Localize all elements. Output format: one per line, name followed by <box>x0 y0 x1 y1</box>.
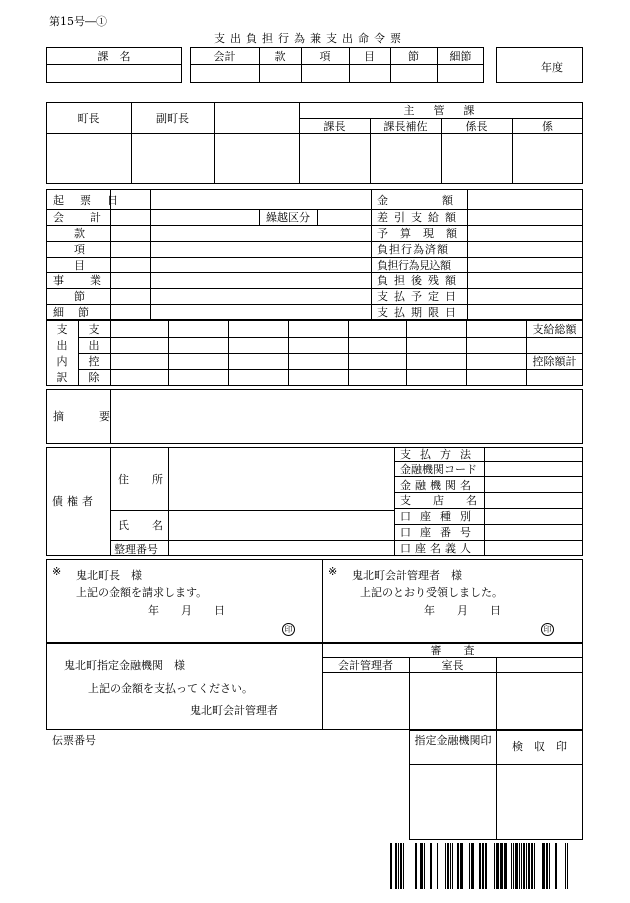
receipt-text: 上記のとおり受領しました。 <box>360 586 503 599</box>
audit-shitsucho: 室長 <box>441 659 464 672</box>
barcode-bar <box>494 843 495 889</box>
barcode-image <box>390 843 578 889</box>
barcode-bar <box>395 843 397 889</box>
barcode-bar <box>403 843 404 889</box>
barcode-bar <box>420 843 423 889</box>
barcode-bar <box>528 843 530 889</box>
barcode-bar <box>437 843 438 889</box>
bank-to: 鬼北町指定金融機関 様 <box>64 659 185 672</box>
receipt-mark: ※ <box>328 565 338 578</box>
barcode-bar <box>500 843 503 889</box>
bank-code-label: 金融機関コード <box>400 463 477 476</box>
barcode-bar <box>523 843 525 889</box>
chocho-label: 町長 <box>77 112 100 125</box>
breakdown-side-3: 内 <box>56 355 68 368</box>
barcode-bar <box>565 843 566 889</box>
kacho-label: 課長 <box>323 120 346 133</box>
shishutsu-label-1: 支 <box>88 323 100 336</box>
receipt-seal-mark: 印 <box>541 623 554 636</box>
kaikei-label: 会計 <box>213 50 236 63</box>
nendo-box <box>496 47 583 83</box>
barcode-bar <box>430 843 432 889</box>
saisetsu-label: 細節 <box>449 50 472 63</box>
bank-text: 上記の金額を支払ってください。 <box>88 682 253 695</box>
shikyu-total-label: 支給総額 <box>532 323 577 336</box>
detail-label-yosan: 予算現額 <box>377 227 469 240</box>
kamei-label: 課 名 <box>97 50 131 63</box>
tekiyo-label: 摘 要 <box>53 410 122 423</box>
bank-from: 鬼北町会計管理者 <box>190 704 278 717</box>
form-title: 支出負担行為兼支出命令票 <box>214 32 406 45</box>
barcode-bar <box>555 843 557 889</box>
kurikoshi-label: 繰越区分 <box>266 211 310 224</box>
creditor-address-label: 住 所 <box>118 473 169 486</box>
detail-label-moku: 目 <box>74 259 85 272</box>
barcode-bar <box>398 843 399 889</box>
barcode-bar <box>482 843 484 889</box>
kan-label: 款 <box>274 50 286 63</box>
detail-label-saisetsu: 細節 <box>53 306 103 319</box>
account-type-label: 口座種別 <box>400 510 480 523</box>
barcode-bar <box>460 843 463 889</box>
account-number-label: 口座番号 <box>400 526 480 539</box>
barcode-bar <box>511 843 512 889</box>
receipt-to: 鬼北町会計管理者 様 <box>352 569 462 582</box>
barcode-bar <box>471 843 474 889</box>
branch-label: 支店名 <box>400 494 499 507</box>
kojo-label-1: 控 <box>88 355 100 368</box>
detail-label-yoteibi: 支払予定日 <box>377 290 462 303</box>
barcode-bar <box>400 843 402 889</box>
detail-label-futanmikomi: 負担行為見込額 <box>377 259 451 272</box>
detail-label-futanzumi: 負担行為済額 <box>377 243 449 256</box>
receipt-date: 年 月 日 <box>424 604 501 617</box>
audit-kaikei-kanrisha: 会計管理者 <box>338 659 393 672</box>
breakdown-side-2: 出 <box>56 339 68 352</box>
barcode-bar <box>485 843 487 889</box>
voucher-number-label: 伝票番号 <box>52 734 96 747</box>
shishutsu-label-2: 出 <box>88 339 100 352</box>
barcode-bar <box>519 843 520 889</box>
detail-label-kaikei: 会計 <box>53 211 127 224</box>
claim-seal-mark: 印 <box>282 623 295 636</box>
creditor-name-label: 氏 名 <box>118 519 169 532</box>
detail-label-setsu: 節 <box>74 290 85 303</box>
breakdown-side-1: 支 <box>56 323 68 336</box>
barcode-bar <box>415 843 417 889</box>
barcode-bar <box>447 843 449 889</box>
barcode-bar <box>452 843 453 889</box>
kojo-label-2: 除 <box>88 371 100 384</box>
barcode-bar <box>549 843 550 889</box>
form-number: 第15号―① <box>49 15 107 28</box>
barcode-bar <box>457 843 459 889</box>
claim-to: 鬼北町長 様 <box>76 569 142 582</box>
claim-mark: ※ <box>52 565 62 578</box>
kakari-label: 係 <box>542 120 553 133</box>
payment-method-label: 支払方法 <box>400 448 480 461</box>
detail-label-kingaku: 金額 <box>377 194 507 207</box>
account-holder-label: 口座名義人 <box>400 542 475 555</box>
barcode-bar <box>546 843 548 889</box>
detail-label-kou: 項 <box>74 243 85 256</box>
kojo-total-label: 控除額計 <box>532 355 577 368</box>
inspection-seal-label: 検 収 印 <box>512 740 567 753</box>
kou-label: 項 <box>319 50 331 63</box>
creditor-label: 債権者 <box>52 495 97 508</box>
kakaricho-label: 係長 <box>465 120 488 133</box>
audit-title: 審 査 <box>430 644 475 657</box>
shukanka-label: 主 管 課 <box>403 104 479 117</box>
barcode-bar <box>531 843 533 889</box>
fukuchocho-label: 副町長 <box>156 112 189 125</box>
detail-label-kan: 款 <box>74 227 85 240</box>
kachohosa-label: 課長補佐 <box>383 120 428 133</box>
nendo-label: 年度 <box>541 61 563 74</box>
barcode-bar <box>504 843 507 889</box>
barcode-bar <box>513 843 514 889</box>
barcode-bar <box>567 843 568 889</box>
detail-label-sashihiki: 差引支給額 <box>377 211 462 224</box>
detail-label-kihyobi: 起票日 <box>53 194 134 207</box>
barcode-bar <box>542 843 545 889</box>
detail-label-futanzan: 負担後残額 <box>377 274 462 287</box>
barcode-bar <box>445 843 446 889</box>
barcode-bar <box>515 843 518 889</box>
barcode-bar <box>526 843 527 889</box>
moku-label: 目 <box>364 50 375 63</box>
barcode-bar <box>424 843 425 889</box>
barcode-bar <box>450 843 451 889</box>
claim-text: 上記の金額を請求します。 <box>76 586 208 599</box>
breakdown-side-4: 訳 <box>56 371 68 384</box>
setsu-label: 節 <box>408 50 419 63</box>
claim-date: 年 月 日 <box>148 604 225 617</box>
detail-label-jigyo: 事業 <box>53 274 127 287</box>
bank-seal-label: 指定金融機関印 <box>414 734 492 747</box>
barcode-bar <box>534 843 535 889</box>
tekiyo-box <box>46 389 583 444</box>
barcode-bar <box>469 843 470 889</box>
barcode-bar <box>390 843 392 889</box>
barcode-bar <box>496 843 499 889</box>
barcode-bar <box>521 843 522 889</box>
detail-label-kigenbi: 支払期限日 <box>377 306 462 319</box>
barcode-bar <box>479 843 481 889</box>
bank-name-label: 金融機関名 <box>400 479 475 492</box>
creditor-ref-label: 整理番号 <box>114 543 158 556</box>
